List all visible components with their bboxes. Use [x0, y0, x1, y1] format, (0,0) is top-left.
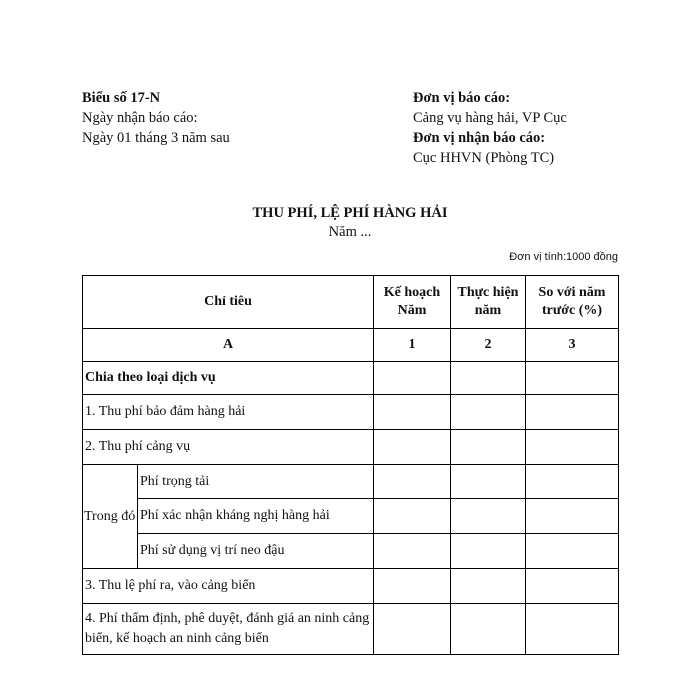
sub-tonnage-fee: Phí trọng tải	[138, 465, 374, 499]
cell-plan	[374, 499, 451, 534]
cell-actual	[451, 604, 526, 655]
report-title: THU PHÍ, LỆ PHÍ HÀNG HẢI	[252, 205, 448, 221]
form-number: Biểu số 17-N	[82, 90, 161, 106]
table-row	[83, 362, 619, 395]
cell-plan	[374, 395, 451, 430]
receive-date-label: Ngày nhận báo cáo:	[82, 110, 198, 126]
receive-date-value: Ngày 01 tháng 3 năm sau	[82, 130, 230, 146]
cell-actual	[451, 430, 526, 465]
header-vs-prev: So với năm trước (%)	[526, 276, 619, 329]
row-port-authority-fee: 2. Thu phí cảng vụ	[83, 430, 374, 465]
cell-plan	[374, 569, 451, 604]
code-row	[83, 329, 619, 362]
table-row	[83, 395, 619, 430]
header-row	[83, 276, 619, 329]
cell-vs-prev	[526, 499, 619, 534]
header-actual: Thực hiện năm	[451, 276, 526, 329]
reporting-unit-value: Cảng vụ hàng hải, VP Cục	[413, 110, 567, 126]
table-row	[83, 604, 619, 655]
table-row	[83, 430, 619, 465]
table-row	[83, 569, 619, 604]
cell-actual	[451, 362, 526, 395]
cell-plan	[374, 604, 451, 655]
cell-plan	[374, 465, 451, 499]
cell-vs-prev	[526, 465, 619, 499]
table-row	[83, 499, 619, 534]
table-row	[83, 534, 619, 569]
cell-plan	[374, 430, 451, 465]
cell-actual	[451, 465, 526, 499]
code-2: 2	[451, 329, 526, 362]
cell-actual	[451, 569, 526, 604]
code-3: 3	[526, 329, 619, 362]
row-port-entry-fee: 3. Thu lệ phí ra, vào cảng biển	[83, 569, 374, 604]
cell-vs-prev	[526, 395, 619, 430]
code-a: A	[83, 329, 374, 362]
sub-anchorage-fee: Phí sử dụng vị trí neo đậu	[138, 534, 374, 569]
table-row	[83, 465, 619, 499]
header-left	[82, 88, 230, 148]
code-1: 1	[374, 329, 451, 362]
report-year: Năm ...	[328, 224, 372, 240]
fee-table	[82, 275, 619, 655]
cell-actual	[451, 499, 526, 534]
sub-protest-fee: Phí xác nhận kháng nghị hàng hải	[138, 499, 374, 534]
cell-vs-prev	[526, 569, 619, 604]
cell-actual	[451, 395, 526, 430]
cell-vs-prev	[526, 534, 619, 569]
header-plan: Kế hoạch Năm	[374, 276, 451, 329]
header-right	[413, 88, 567, 168]
group-label: Chia theo loại dịch vụ	[83, 362, 374, 395]
row-security-appraisal-fee: 4. Phí thẩm định, phê duyệt, đánh giá an ninh cảng biển, kế hoạch an ninh cảng biển	[83, 604, 374, 655]
cell-vs-prev	[526, 430, 619, 465]
cell-vs-prev	[526, 604, 619, 655]
header-indicator: Chỉ tiêu	[83, 276, 374, 329]
receiving-unit-label: Đơn vị nhận báo cáo:	[413, 130, 546, 146]
cell-vs-prev	[526, 362, 619, 395]
cell-plan	[374, 534, 451, 569]
unit-note: Đơn vị tính:1000 đồng	[509, 251, 618, 263]
of-which-label: Trong đó	[83, 465, 138, 569]
reporting-unit-label: Đơn vị báo cáo:	[413, 90, 511, 106]
cell-plan	[374, 362, 451, 395]
cell-actual	[451, 534, 526, 569]
row-maritime-safety-fee: 1. Thu phí bảo đảm hàng hải	[83, 395, 374, 430]
receiving-unit-value: Cục HHVN (Phòng TC)	[413, 150, 555, 166]
